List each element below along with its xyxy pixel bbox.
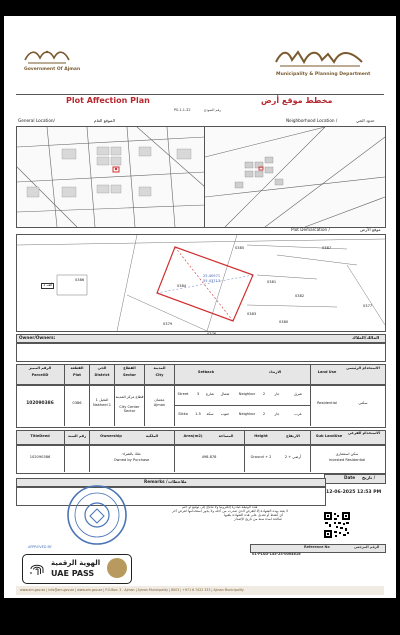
title-divider: [16, 94, 384, 95]
side-west: جنوب: [220, 412, 230, 416]
demarcation-label: Plot Demarcation /: [291, 227, 330, 232]
document-page: [4, 16, 396, 598]
setback-neighbor-value: 2: [262, 412, 266, 416]
parcel-table-body: [16, 384, 386, 428]
header-height-ar: الارتفاع: [286, 434, 300, 438]
owners-label-ar: المالك/الملاك: [352, 335, 380, 340]
date-value: 12-06-2025 12:53 PM: [326, 490, 382, 495]
remarks-label-ar: ملاحظات: [168, 479, 187, 484]
general-location-map[interactable]: [16, 126, 206, 228]
qr-code-graphic: [324, 512, 350, 538]
general-map-graphic: [17, 127, 205, 227]
plot-label: 0384: [177, 284, 187, 288]
note-line: أي كشط أو تعديل على هذه الشهادة يلغيها: [224, 513, 283, 517]
header-ownership: Ownership: [100, 434, 122, 438]
setback-divider: [174, 405, 310, 406]
note-line: هذه الوثيقة صادرة إلكترونيا ولا تحتاج إلى توقيع او ختم: [182, 505, 258, 509]
gov-english: Government Of Ajman: [24, 67, 81, 72]
header-area: Area(m2): [183, 434, 203, 438]
uae-pass-seal: [107, 558, 127, 578]
header-city-en: City: [155, 373, 164, 377]
side-north: غرب: [294, 412, 302, 416]
date-label-ar: تاريخ /: [362, 475, 376, 480]
side-south: شرق: [294, 392, 302, 396]
setback-street: Street: [177, 392, 189, 396]
neighborhood-label-ar: حدود الحي: [356, 118, 375, 123]
setback-street-ar: شارع: [206, 392, 214, 396]
plot-label: 0377: [363, 304, 373, 308]
setback-neighbor: Neighbor: [238, 412, 256, 416]
header-landuse-ar: الاستخدام الرئيسي: [346, 366, 380, 370]
setback-neighbor-value: 2: [262, 392, 266, 396]
header-titledeed-ar: رقم السند: [67, 434, 87, 438]
reference-label-en: Reference No: [304, 545, 330, 549]
date-label-en: Date: [344, 475, 356, 480]
subland-ar: سكن استثماري: [335, 452, 359, 456]
header-district-en: District: [94, 373, 110, 377]
header-area-ar: المساحة: [218, 434, 234, 438]
col-divider: [244, 430, 245, 472]
col-divider: [89, 430, 90, 472]
title-english: Plot Affection Plan: [66, 96, 150, 105]
uae-pass-english: UAE PASS: [51, 569, 95, 578]
plot-label: 0379: [163, 322, 173, 326]
uae-pass-arabic: الهوية الرقمية: [51, 559, 101, 567]
coordinate-label: 25.40971: [203, 274, 221, 278]
stamp-text: APPROVED BY: [28, 545, 52, 549]
general-location-label-ar: الموقع العام: [94, 118, 115, 123]
plot-label: 0385: [235, 246, 245, 250]
sector-en: City Center Sector: [119, 405, 140, 413]
dept-english: Municipality & Planning Department: [276, 72, 371, 77]
fingerprint-icon: [27, 559, 47, 579]
landuse-en: Residential: [317, 401, 337, 405]
header-height: Height: [254, 434, 268, 438]
plot-number: 0386: [72, 401, 82, 405]
plot-label: 0382: [295, 294, 305, 298]
height-ar: أرضي + 2: [284, 455, 302, 459]
area-badge: ألف 1: [43, 283, 53, 287]
side-east: شمال: [220, 392, 230, 396]
parcel-id: 102090386: [26, 401, 54, 406]
setback-neighbor-ar: جار: [274, 412, 280, 416]
setback-sikka: Sikka: [178, 412, 188, 416]
ownership-ar: ملك بالشراء: [122, 452, 141, 456]
uae-pass-badge[interactable]: [22, 554, 132, 584]
header-titledeed: TitleDeed: [30, 434, 50, 438]
government-of-ajman-logo: [22, 46, 72, 66]
header-plot-en: Plot: [72, 373, 82, 377]
neighborhood-map-graphic: [205, 127, 385, 227]
remarks-label-en: Remarks /: [144, 479, 168, 484]
area-value: 498.878: [201, 455, 217, 459]
remarks-box: [16, 486, 326, 506]
setback-street-value: 3: [196, 392, 200, 396]
demarcation-label-ar: موقع الأرض: [360, 227, 381, 232]
coordinate-label: 55.43713: [203, 279, 221, 283]
owners-label: Owner/Owners:: [19, 335, 56, 340]
sector-ar: قطاع مركز المدينة: [115, 395, 144, 399]
neighborhood-label: Neighborhood Location /: [286, 118, 338, 123]
header-subland: Sub LandUse: [315, 434, 343, 438]
setback-sikka-ar: سكة: [206, 412, 214, 416]
plot-label: 0387: [322, 246, 332, 250]
col-divider: [310, 430, 311, 472]
col-divider: [174, 430, 175, 472]
header-district-ar: الحي: [97, 366, 107, 370]
form-number-label: رقم النموذج: [204, 108, 222, 112]
owners-value-box: [16, 342, 386, 362]
district-ar: النخيل 1: [95, 398, 109, 402]
plot-demarcation-map[interactable]: [16, 234, 386, 332]
plot-label: 0380: [279, 320, 289, 324]
qr-code[interactable]: [324, 512, 350, 538]
header-parcel-ar: الرقم المميز: [28, 366, 52, 370]
municipality-logo: [272, 46, 367, 68]
header-parcel-en: ParcelID: [31, 373, 49, 377]
height-en: Ground + 2: [250, 455, 272, 459]
city-ar: عجمان: [154, 398, 165, 402]
reference-label-ar: الرقم المرجعي: [354, 545, 380, 549]
neighborhood-map[interactable]: [204, 126, 386, 228]
setback-sikka-value: 1.5: [195, 412, 201, 416]
titledeed-value: 102090386: [29, 455, 51, 459]
header-landuse: Land Use: [317, 370, 337, 374]
note-line: لا يعتد بهذه الشهادة إلا للغرض الذي صدرت من أجله ولا يجوز استخدامها لغرض آخر: [172, 509, 289, 513]
footer-contact: www.am.gov.ae | info@am.gov.ae | www.am.gov.ae | P.O.Box: 3 - Ajman | Ajman Municipality | 8003 | +971 6 7422 333 | Ajman Municipality: [20, 588, 244, 592]
note-line: صالحة لمدة سنة من تاريخ الإصدار: [234, 517, 282, 521]
title-arabic: مخطط موقع أرض: [261, 96, 333, 105]
header-ownership-ar: الملكية: [145, 434, 159, 438]
header-sector-ar: القطاع: [123, 366, 136, 370]
ownership-en: Owned by Purchase: [113, 458, 150, 462]
header-subland-ar: الاستخدام الفرعي: [347, 431, 381, 435]
header-sector-en: Sector: [122, 373, 137, 377]
header-setback: Setback: [197, 370, 215, 374]
plot-label: 0386: [75, 278, 85, 282]
reference-value: 01-PLSD-145-25-0004616: [252, 552, 301, 556]
general-location-label: General Location/: [18, 118, 55, 123]
city-en: Ajman: [153, 403, 166, 407]
plot-label: 0381: [267, 280, 277, 284]
form-number: PS-1-1-32: [174, 108, 191, 112]
setback-neighbor-ar: جار: [274, 392, 280, 396]
landuse-ar: سكني: [358, 401, 368, 405]
district-en: Nakheel 1: [92, 403, 112, 407]
header-plot-ar: القطعة: [70, 366, 84, 370]
subland-en: Invested Residential: [328, 458, 366, 462]
header-city-ar: المدينة: [153, 366, 166, 370]
header-setback-ar: الارتداد: [268, 370, 282, 374]
setback-neighbor: Neighbor: [238, 392, 256, 396]
approved-stamp: [66, 484, 128, 546]
plot-label: 0383: [247, 312, 257, 316]
